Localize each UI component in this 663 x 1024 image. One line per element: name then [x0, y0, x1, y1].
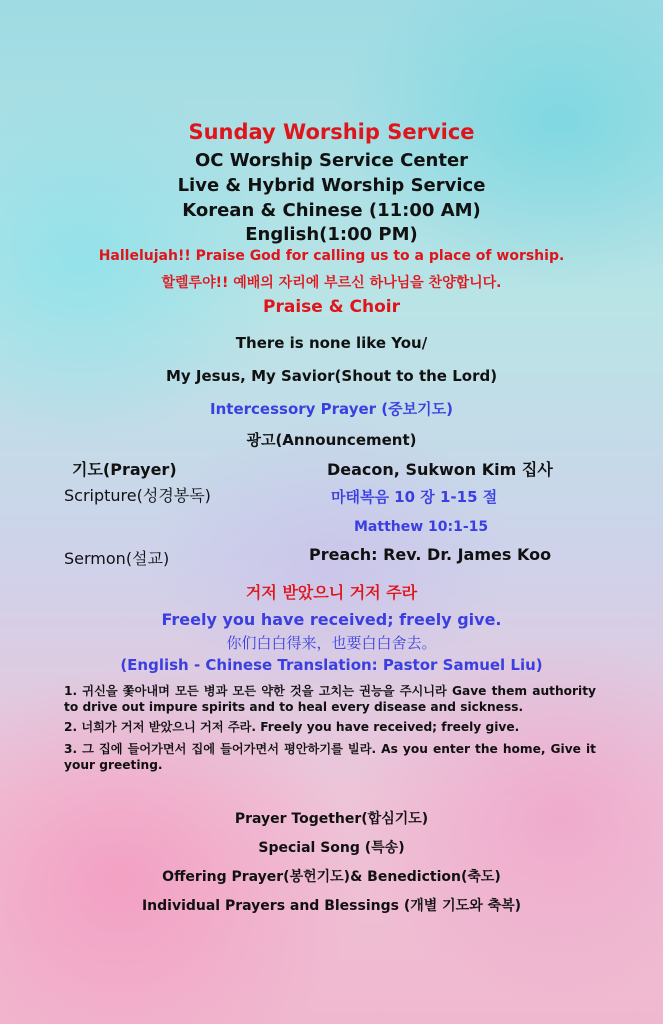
sermon-label: Sermon(설교): [64, 549, 170, 568]
song-2: My Jesus, My Savior(Shout to the Lord): [165, 367, 498, 385]
scripture-english: Matthew 10:1-15: [354, 519, 489, 535]
song-1: There is none like You/: [235, 334, 428, 352]
sermon-points: [64, 683, 596, 773]
prayer-together: Prayer Together(합심기도): [234, 811, 429, 827]
sermon-title-chinese: 你们白白得来，也要白白舍去。: [226, 634, 437, 652]
translation-credit: (English - Chinese Translation: Pastor Samuel Liu): [120, 656, 543, 674]
korean-chinese-time: Korean & Chinese (11:00 AM): [182, 200, 481, 221]
scripture-korean: 마태복음 10 장 1-15 절: [331, 488, 498, 506]
scripture-label: Scripture(성경봉독): [64, 486, 211, 505]
preacher: Preach: Rev. Dr. James Koo: [309, 545, 552, 564]
sermon-point: 1. 귀신을 쫓아내며 모든 병과 모든 약한 것을 고치는 권능을 주시니라 Gave them authority to drive out impure spirits and to heal every disease and sickness.: [64, 684, 596, 714]
service-title: Sunday Worship Service: [188, 120, 475, 144]
hallelujah-english: Hallelujah!! Praise God for calling us to a place of worship.: [98, 248, 565, 264]
offering-benediction: Offering Prayer(봉헌기도)& Benediction(축도): [162, 869, 501, 885]
prayer-leader: Deacon, Sukwon Kim 집사: [327, 460, 553, 479]
praise-heading: Praise & Choir: [263, 297, 400, 317]
english-time: English(1:00 PM): [245, 224, 418, 245]
announcement: 광고(Announcement): [246, 431, 417, 449]
special-song: Special Song (특송): [258, 840, 405, 856]
intercessory-prayer: Intercessory Prayer (중보기도): [210, 400, 453, 418]
individual-prayers: Individual Prayers and Blessings (개별 기도와 축복): [141, 898, 522, 914]
hallelujah-korean: 할렐루야!! 예배의 자리에 부르신 하나님을 찬양합니다.: [161, 275, 502, 291]
sermon-point: 3. 그 집에 들어가면서 집에 들어가면서 평안하기를 빌라. As you enter the home, Give it your greeting.: [64, 742, 596, 772]
center-name: OC Worship Service Center: [194, 150, 469, 171]
sermon-title-korean: 거저 받았으니 거저 주라: [245, 583, 418, 602]
prayer-label: 기도(Prayer): [72, 460, 177, 479]
sermon-point: 2. 너희가 거저 받았으니 거저 주라. Freely you have received; freely give.: [64, 720, 520, 734]
service-type: Live & Hybrid Worship Service: [177, 175, 486, 196]
sermon-title-english: Freely you have received; freely give.: [161, 610, 502, 629]
